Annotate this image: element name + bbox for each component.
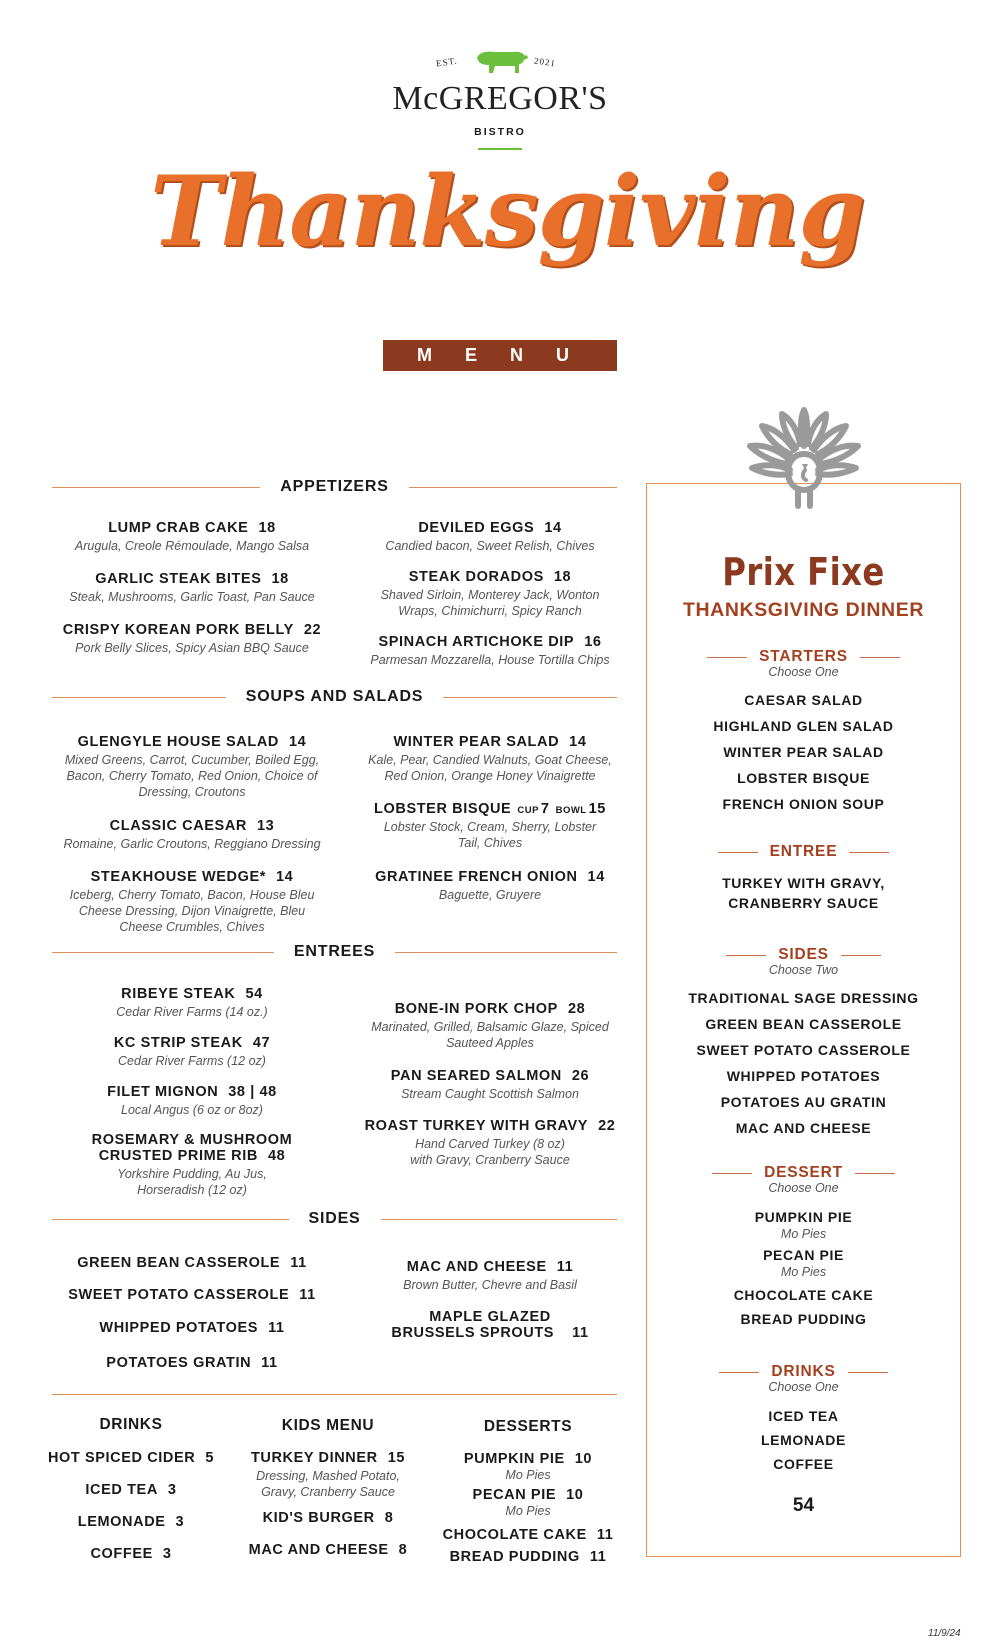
menu-item: FILET MIGNON 38 | 48 Local Angus (6 oz or 8oz) [107, 1084, 277, 1117]
prix-fixe-subtitle: THANKSGIVING DINNER [682, 599, 925, 621]
kids-column: KIDS MENU TURKEY DINNER 15 Dressing, Mashed Potato, Gravy, Cranberry Sauce KID'S BURGER 8 MAC AND CHEESE 8 [238, 1417, 418, 1558]
menu-item: MAPLE GLAZED BRUSSELS SPROUTS 11 [391, 1309, 589, 1341]
pf-drinks: DRINKS Choose One ICED TEA LEMONADE COFFEE [646, 1363, 961, 1476]
turkey-icon [740, 402, 868, 514]
entrees-heading: ENTREES [52, 943, 617, 961]
menu-item: CLASSIC CAESAR 13 Romaine, Garlic Croutons, Reggiano Dressing [63, 818, 321, 851]
year-label: 2021 [533, 55, 557, 69]
bull-icon [473, 46, 529, 74]
menu-banner-label: M E N U [416, 345, 583, 365]
menu-item: WINTER PEAR SALAD 14 Kale, Pear, Candied Walnuts, Goat Cheese, Red Onion, Orange Honey Vinaigrette [368, 734, 612, 783]
soups-heading: SOUPS AND SALADS [52, 688, 617, 706]
desserts-column: DESSERTS PUMPKIN PIE 10 Mo Pies PECAN PIE 10 Mo Pies CHOCOLATE CAKE 11 BREAD PUDDING 11 [438, 1418, 618, 1565]
menu-item: STEAKHOUSE WEDGE* 14 Iceberg, Cherry Tomato, Bacon, House Bleu Cheese Dressing, Dijon Vinaigrette, Bleu Cheese Crumbles, Chives [69, 869, 315, 934]
menu-item: GLENGYLE HOUSE SALAD 14 Mixed Greens, Carrot, Cucumber, Boiled Egg, Bacon, Cherry Tomato, Red Onion, Choice of Dressing, Croutons [64, 734, 320, 799]
appetizers-heading: APPETIZERS [52, 478, 617, 496]
sides-heading: SIDES [52, 1210, 617, 1228]
brand-sub: BISTRO [474, 126, 526, 138]
menu-item: ROSEMARY & MUSHROOM CRUSTED PRIME RIB 48 Yorkshire Pudding, Au Jus, Horseradish (12 oz) [91, 1132, 293, 1197]
menu-item: DEVILED EGGS 14 Candied bacon, Sweet Relish, Chives [385, 520, 595, 553]
desserts-heading: DESSERTS [483, 1418, 573, 1435]
menu-item: LUMP CRAB CAKE 18 Arugula, Creole Rémoulade, Mango Salsa [74, 520, 310, 553]
menu-item: GRATINEE FRENCH ONION 14 Baguette, Gruyere [375, 869, 605, 902]
drinks-heading: DRINKS [99, 1416, 163, 1433]
bottom-divider [52, 1394, 617, 1395]
kids-heading: KIDS MENU [281, 1417, 375, 1434]
menu-item: ROAST TURKEY WITH GRAVY 22 Hand Carved Turkey (8 oz) with Gravy, Cranberry Sauce [364, 1118, 616, 1167]
menu-item: RIBEYE STEAK 54 Cedar River Farms (14 oz.) [116, 986, 268, 1019]
pf-dessert: DESSERT Choose One PUMPKIN PIE Mo Pies PECAN PIE Mo Pies CHOCOLATE CAKE BREAD PUDDING [646, 1164, 961, 1331]
menu-item: SWEET POTATO CASSEROLE 11 [68, 1287, 316, 1303]
prix-fixe-title: Prix Fixe [722, 550, 885, 594]
logo [370, 40, 630, 155]
prix-fixe-price: 54 [792, 1495, 815, 1516]
menu-item: LOBSTER BISQUE CUP 7 BOWL 15 Lobster Stock, Cream, Sherry, Lobster Tail, Chives [374, 801, 606, 850]
pf-sides: SIDES Choose Two TRADITIONAL SAGE DRESSING GREEN BEAN CASSEROLE SWEET POTATO CASSEROLE WHIPPED POTATOES POTATOES AU GRATIN MAC AND CHEESE [688, 946, 919, 1136]
menu-item: GARLIC STEAK BITES 18 Steak, Mushrooms, Garlic Toast, Pan Sauce [69, 571, 315, 604]
pf-starters: STARTERS Choose One CAESAR SALAD HIGHLAND GLEN SALAD WINTER PEAR SALAD LOBSTER BISQUE FRENCH ONION SOUP [646, 648, 961, 817]
pf-entree: ENTREE TURKEY WITH GRAVY, CRANBERRY SAUCE [646, 843, 961, 913]
drinks-column: DRINKS HOT SPICED CIDER 5 ICED TEA 3 LEMONADE 3 COFFEE 3 [47, 1416, 215, 1562]
footer-date: 11/9/24 [928, 1628, 961, 1639]
menu-item: POTATOES GRATIN 11 [106, 1355, 278, 1371]
logo-underline [478, 148, 522, 150]
title-script: Thanksgiving [150, 155, 865, 268]
menu-item: GREEN BEAN CASSEROLE 11 [77, 1255, 307, 1271]
menu-item: MAC AND CHEESE 11 Brown Butter, Chevre and Basil [403, 1259, 577, 1292]
menu-item: WHIPPED POTATOES 11 [99, 1320, 285, 1336]
menu-banner [383, 340, 617, 371]
menu-item: PAN SEARED SALMON 26 Stream Caught Scottish Salmon [390, 1068, 590, 1101]
est-label: EST. [435, 55, 459, 69]
menu-item: STEAK DORADOS 18 Shaved Sirloin, Monterey Jack, Wonton Wraps, Chimichurri, Spicy Ranch [380, 569, 600, 618]
brand-name: McGREGOR'S [392, 80, 608, 117]
menu-item: BONE-IN PORK CHOP 28 Marinated, Grilled, Balsamic Glaze, Spiced Sauteed Apples [371, 1001, 609, 1050]
menu-item: SPINACH ARTICHOKE DIP 16 Parmesan Mozzarella, House Tortilla Chips [370, 634, 610, 667]
menu-item: KC STRIP STEAK 47 Cedar River Farms (12 oz) [113, 1035, 271, 1068]
menu-item: CRISPY KOREAN PORK BELLY 22 Pork Belly Slices, Spicy Asian BBQ Sauce [62, 622, 322, 655]
